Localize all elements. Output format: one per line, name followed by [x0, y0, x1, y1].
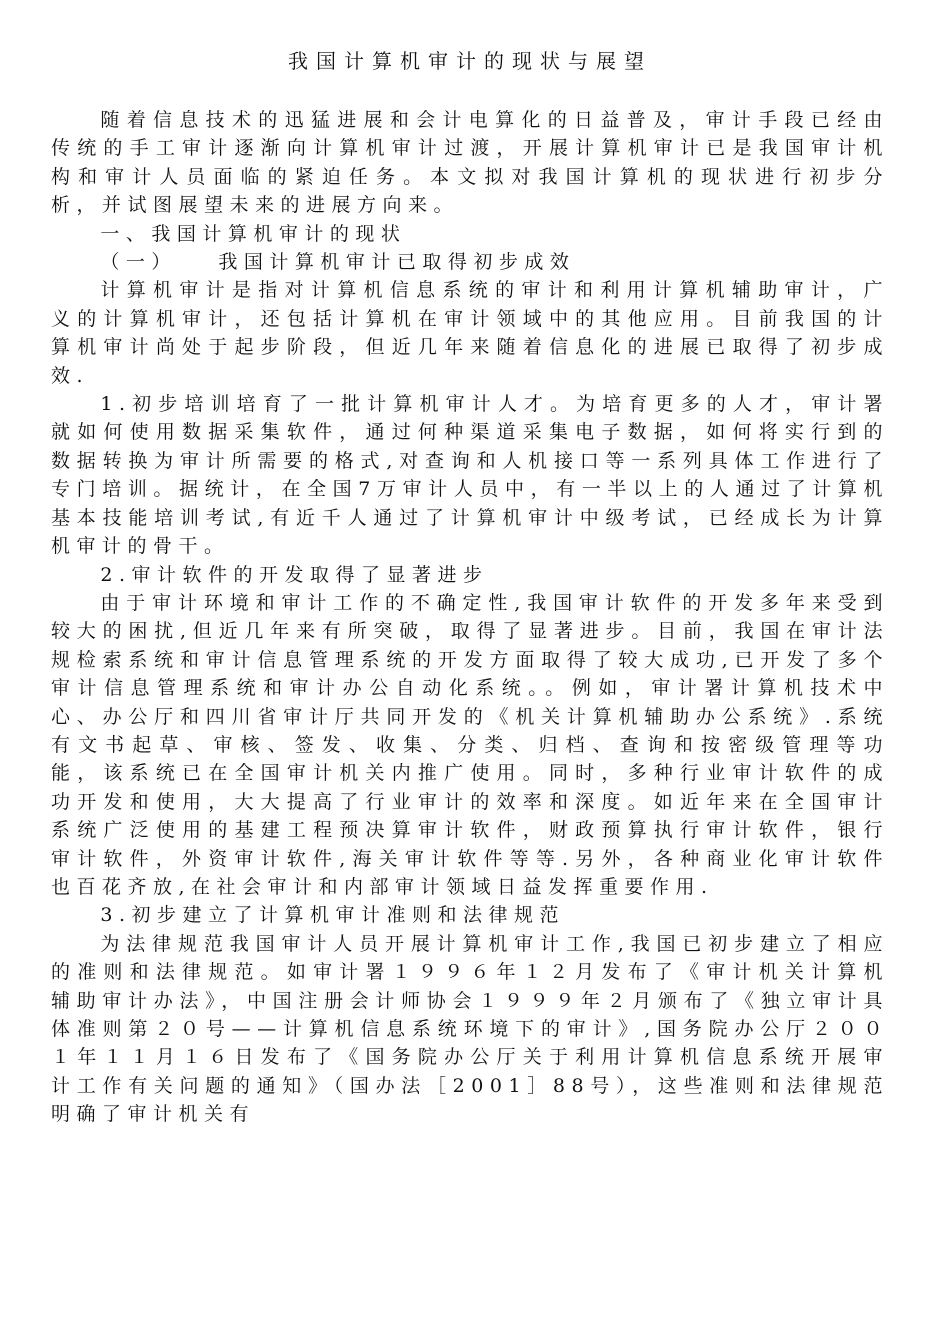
- document-page: [51, 44, 889, 1129]
- section-heading: 一、我国计算机审计的现状: [100, 222, 407, 245]
- document-title: 我国计算机审计的现状与展望: [288, 49, 652, 73]
- body-paragraph: 由于审计环境和审计工作的不确定性,我国审计软件的开发多年来受到较大的困扰,但近几年来有所突破，取得了显著进步。目前，我国在审计法规检索系统和审计信息管理系统的开发方面取得了较大成功,已开发了多个审计信息管理系统和审计办公自动化系统。。例如，审计署计算机技术中心、办公厅和四川省审计厅共同开发的《机关计算机辅助办公系统》.系统有文书起草、审核、签发、收集、分类、归档、查询和按密级管理等功能，该系统已在全国审计机关内推广使用。同时，多种行业审计软件的成功开发和使用，大大提高了行业审计的效率和深度。如近年来在全国审计系统广泛使用的基建工程预决算审计软件，财政预算执行审计软件，银行审计软件，外资审计软件,海关审计软件等等.另外，各种商业化审计软件也百花齐放,在社会审计和内部审计领域日益发挥重要作用.: [51, 591, 889, 898]
- document-body: [51, 106, 889, 1129]
- body-paragraph: 计算机审计是指对计算机信息系统的审计和利用计算机辅助审计，广义的计算机审计，还包括计算机在审计领域中的其他应用。目前我国的计算机审计尚处于起步阶段，但近几年来随着信息化的进展已取得了初步成效.: [51, 279, 889, 387]
- numbered-heading: 3.初步建立了计算机审计准则和法律规范: [100, 904, 566, 927]
- subsection-heading: （一） 我国计算机审计已取得初步成效: [100, 251, 576, 274]
- body-paragraph: 随着信息技术的迅猛进展和会计电算化的日益普及，审计手段已经由传统的手工审计逐渐向计算机审计过渡，开展计算机审计已是我国审计机构和审计人员面临的紧迫任务。本文拟对我国计算机的现状进行初步分析，并试图展望未来的进展方向来。: [51, 109, 889, 217]
- numbered-heading: 2.审计软件的开发取得了显著进步: [100, 563, 489, 586]
- body-paragraph: 1.初步培训培育了一批计算机审计人才。为培育更多的人才，审计署就如何使用数据采集软件，通过何种渠道采集电子数据，如何将实行到的数据转换为审计所需要的格式,对查询和人机接口等一系列具体工作进行了专门培训。据统计，在全国7万审计人员中，有一半以上的人通过了计算机基本技能培训考试,有近千人通过了计算机审计中级考试，已经成长为计算机审计的骨干。: [51, 393, 889, 558]
- body-paragraph: 为法律规范我国审计人员开展计算机审计工作,我国已初步建立了相应的准则和法律规范。如审计署１９９６年１２月发布了《审计机关计算机辅助审计办法》，中国注册会计师协会１９９９年２月颁布了《独立审计具体准则第２０号——计算机信息系统环境下的审计》,国务院办公厅２００１年１１月１６日发布了《国务院办公厅关于利用计算机信息系统开展审计工作有关问题的通知》（国办法［2001］88号），这些准则和法律规范明确了审计机关有: [51, 932, 889, 1126]
